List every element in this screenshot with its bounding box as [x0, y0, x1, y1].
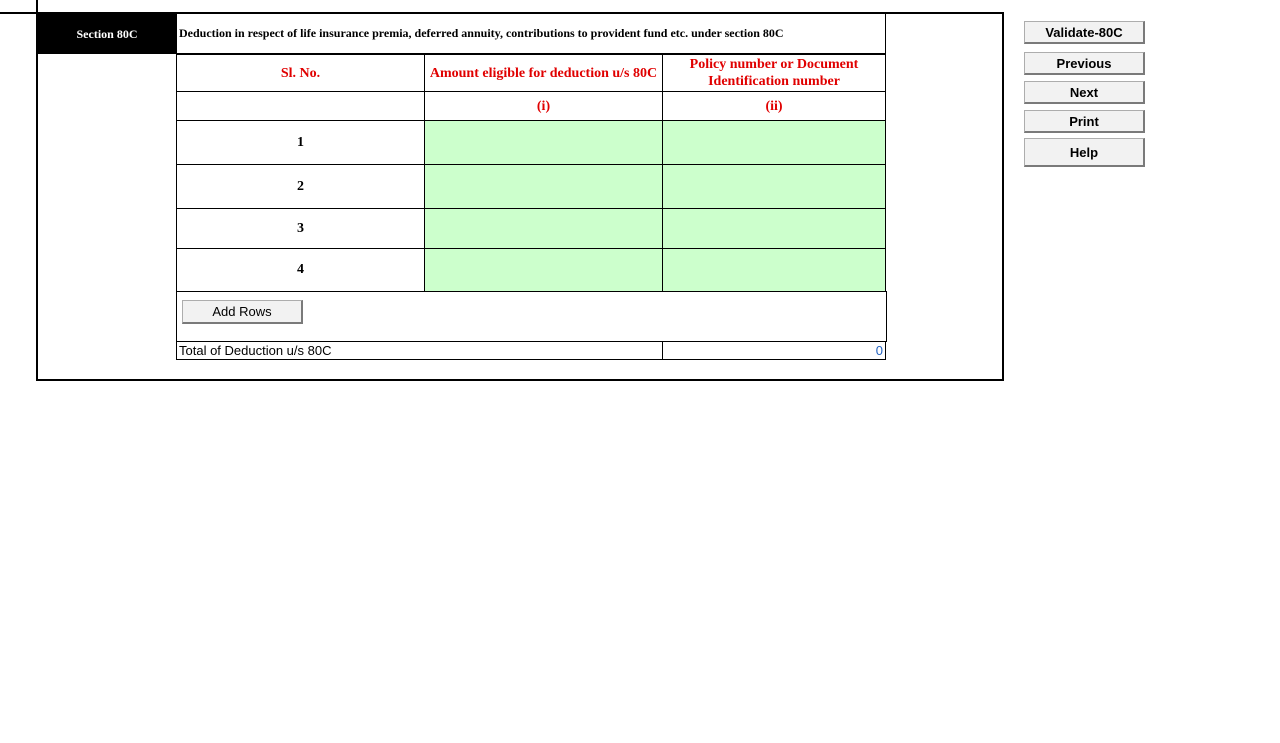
print-button[interactable]: Print — [1024, 110, 1145, 133]
policy-number-input[interactable] — [662, 248, 886, 292]
amount-input[interactable] — [424, 120, 663, 165]
sheet-corner-line — [0, 12, 38, 14]
row-sl-no: 4 — [176, 248, 425, 292]
subheader-empty — [176, 91, 425, 121]
amount-input[interactable] — [424, 248, 663, 292]
row-sl-no: 3 — [176, 208, 425, 249]
section-80c-form — [36, 12, 1004, 381]
previous-button[interactable]: Previous — [1024, 52, 1145, 75]
row-sl-no: 1 — [176, 120, 425, 165]
help-button[interactable]: Help — [1024, 138, 1145, 167]
policy-number-input[interactable] — [662, 208, 886, 249]
validate-80c-button[interactable]: Validate-80C — [1024, 21, 1145, 44]
header-policy: Policy number or Document Identification number — [662, 54, 886, 92]
row-sl-no: 2 — [176, 164, 425, 209]
subheader-amount: (i) — [424, 91, 663, 121]
subheader-policy: (ii) — [662, 91, 886, 121]
next-button[interactable]: Next — [1024, 81, 1145, 104]
header-amount: Amount eligible for deduction u/s 80C — [424, 54, 663, 92]
amount-input[interactable] — [424, 208, 663, 249]
total-deduction-label: Total of Deduction u/s 80C — [176, 341, 663, 360]
section-description: Deduction in respect of life insurance premia, deferred annuity, contributions to provident fund etc. under section 80C — [176, 14, 886, 54]
policy-number-input[interactable] — [662, 120, 886, 165]
total-deduction-value: 0 — [662, 341, 886, 360]
header-sl-no: Sl. No. — [176, 54, 425, 92]
amount-input[interactable] — [424, 164, 663, 209]
add-rows-button[interactable]: Add Rows — [182, 300, 303, 324]
section-tag: Section 80C — [38, 14, 176, 54]
policy-number-input[interactable] — [662, 164, 886, 209]
